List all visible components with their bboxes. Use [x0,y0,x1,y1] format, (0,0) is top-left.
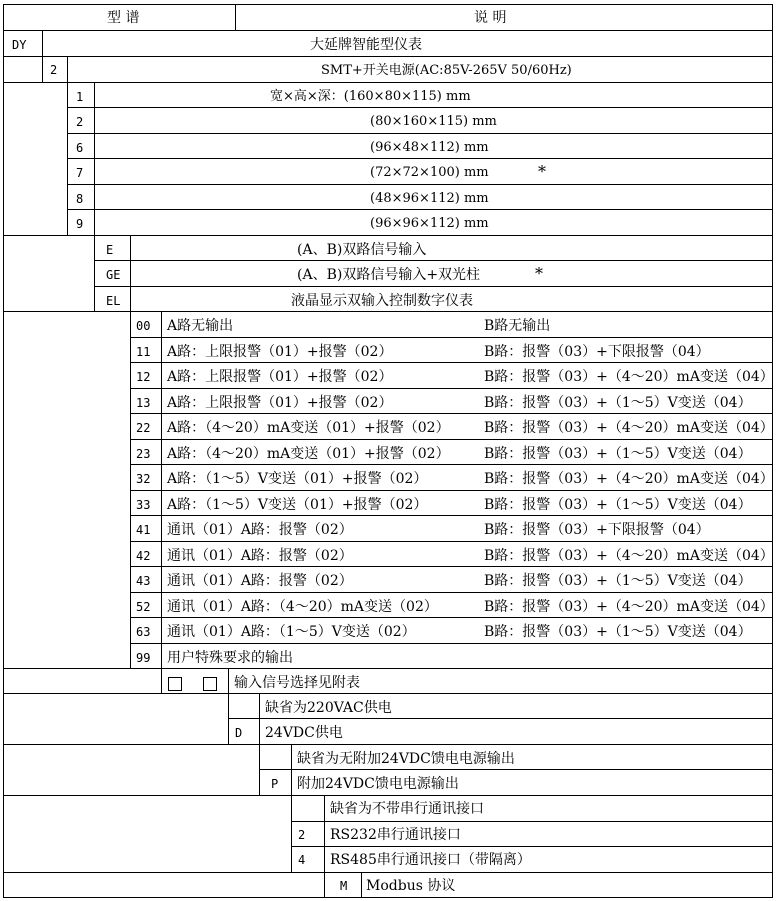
grid-line [130,541,773,542]
size-desc: (80×160×115) mm [370,114,497,129]
output-b: B路无输出 [484,318,551,334]
grid-line [130,388,773,389]
grid-line [3,872,773,873]
power-code: 2 [50,63,58,77]
protocol-code: M [340,879,348,893]
grid-line [130,617,773,618]
grid-line [42,30,43,57]
output-code: 11 [136,345,151,359]
comm-option-desc: RS485串行通讯接口（带隔离） [330,852,531,868]
size-code: 2 [76,115,84,129]
output-a: 用户特殊要求的输出 [167,650,293,666]
output-a: 通讯（01）A路：报警（02） [167,573,353,589]
output-a: A路：（4～20）mA变送（01）+报警（02） [167,446,450,462]
grid-line [291,846,773,847]
display-code: GE [106,268,121,282]
grid-line [3,311,773,312]
grid-line [3,56,773,57]
output-a: A路：（1～5）V变送（01）+报警（02） [167,471,428,487]
display-code: EL [106,294,121,308]
grid-line [94,286,773,287]
supply-code: D [235,726,243,740]
grid-line [3,744,773,745]
series-desc: 大延牌智能型仪表 [310,37,422,53]
grid-line [130,311,131,669]
size-desc: (72×72×100) mm [370,165,489,180]
grid-line [130,490,773,491]
grid-line [130,515,773,516]
grid-line [130,413,773,414]
comm-option-desc: RS232串行通讯接口 [330,827,461,843]
grid-line [3,4,773,5]
output-b: B路：报警（03）+（1～5）V变送（04） [484,573,752,589]
grid-line [42,56,43,83]
power-desc: SMT+开关电源(AC:85V-265V 50/60Hz) [321,63,572,78]
output-code: 13 [136,396,151,410]
grid-line [772,4,773,898]
grid-line [67,107,773,108]
output-b: B路：报警（03）+（4～20）mA变送（04） [484,548,774,564]
grid-line [324,795,325,873]
grid-line [67,158,773,159]
grid-line [228,668,229,694]
output-a: 通讯（01）A路：报警（02） [167,548,353,564]
grid-line [130,337,773,338]
size-code: 9 [76,217,84,231]
display-desc: (A、B)双路信号输入+双光柱 [297,267,481,283]
grid-line [361,872,362,898]
size-desc: 宽×高×深：(160×80×115) mm [270,89,471,104]
output-a: A路：上限报警（01）+报警（02） [167,395,393,411]
size-desc: (96×96×112) mm [370,216,489,231]
grid-line [291,744,292,796]
grid-line [291,821,773,822]
output-code: 32 [136,472,151,486]
grid-line [3,795,773,796]
size-code: 8 [76,192,84,206]
input-a-checkbox[interactable] [168,677,182,691]
display-desc: 液晶显示双输入控制数字仪表 [291,293,473,309]
output-code: 33 [136,498,151,512]
output-a: A路：上限报警（01）+报警（02） [167,369,393,385]
output-b: B路：报警（03）+（4～20）mA变送（04） [484,599,774,615]
output-code: 63 [136,625,151,639]
output-a: A路：（4～20）mA变送（01）+报警（02） [167,420,450,436]
output-a: 通讯（01）A路：报警（02） [167,522,353,538]
grid-line [130,566,773,567]
grid-line [130,464,773,465]
grid-line [259,693,260,745]
output-code: 52 [136,600,151,614]
output-code: 22 [136,421,151,435]
output-code: 23 [136,447,151,461]
output-b: B路：报警（03）+（1～5）V变送（04） [484,624,752,640]
size-desc: (48×96×112) mm [370,191,489,206]
grid-line [235,4,236,31]
grid-line [94,82,95,236]
comm-option-code: 2 [298,828,306,842]
size-code: 7 [76,166,84,180]
feed-code: P [271,777,279,791]
output-b: B路：报警（03）+（1～5）V变送（04） [484,395,752,411]
header-description: 说 明 [474,10,507,26]
grid-line [324,872,325,898]
grid-line [130,235,131,312]
protocol-desc: Modbus 协议 [366,878,456,894]
output-code: 12 [136,370,151,384]
supply-default: 缺省为220VAC供电 [265,700,392,716]
output-code: 43 [136,574,151,588]
output-b: B路：报警（03）+（1～5）V变送（04） [484,446,752,462]
grid-line [67,133,773,134]
grid-line [3,235,773,236]
grid-line [3,82,773,83]
comm-option-code: 4 [298,853,306,867]
grid-line [259,744,260,796]
supply-desc: 24VDC供电 [265,725,343,741]
grid-line [67,82,68,236]
display-star: * [535,264,543,283]
size-desc: (96×48×112) mm [370,140,489,155]
comm-default: 缺省为不带串行通讯接口 [330,801,484,817]
grid-line [130,643,773,644]
output-code: 42 [136,549,151,563]
output-b: B路：报警（03）+（4～20）mA变送（04） [484,471,774,487]
input-b-checkbox[interactable] [203,677,217,691]
size-code: 1 [76,90,84,104]
grid-line [130,592,773,593]
grid-line [3,693,773,694]
size-star: * [538,162,546,181]
output-a: A路：（1～5）V变送（01）+报警（02） [167,497,428,513]
grid-line [67,184,773,185]
output-code: 41 [136,523,151,537]
grid-line [161,668,162,694]
grid-line [3,30,773,31]
grid-line [228,718,773,719]
grid-line [3,4,4,898]
grid-line [94,235,95,312]
output-b: B路：报警（03）+（4～20）mA变送（04） [484,369,774,385]
size-code: 6 [76,141,84,155]
output-b: B路：报警（03）+下限报警（04） [484,344,710,360]
output-b: B路：报警（03）+下限报警（04） [484,522,710,538]
display-desc: (A、B)双路信号输入 [297,242,427,258]
grid-line [259,769,773,770]
output-b: B路：报警（03）+（1～5）V变送（04） [484,497,752,513]
grid-line [161,311,162,669]
grid-line [3,668,773,669]
grid-line [67,209,773,210]
output-a: A路：上限报警（01）+报警（02） [167,344,393,360]
grid-line [228,693,229,745]
grid-line [94,260,773,261]
output-a: A路无输出 [167,318,234,334]
feed-desc: 附加24VDC馈电电源输出 [297,776,459,792]
grid-line [130,362,773,363]
grid-line [3,897,773,898]
input-select-desc: 输入信号选择见附表 [234,675,360,691]
grid-line [291,795,292,873]
feed-default: 缺省为无附加24VDC馈电电源输出 [297,751,515,767]
grid-line [130,439,773,440]
series-code: DY [12,38,27,52]
output-a: 通讯（01）A路：（1～5）V变送（02） [167,624,416,640]
output-code: 00 [136,319,151,333]
output-b: B路：报警（03）+（4～20）mA变送（04） [484,420,774,436]
output-a: 通讯（01）A路：（4～20）mA变送（02） [167,599,438,615]
output-code: 99 [136,651,151,665]
header-model: 型 谱 [107,10,140,26]
grid-line [67,56,68,83]
display-code: E [106,243,114,257]
